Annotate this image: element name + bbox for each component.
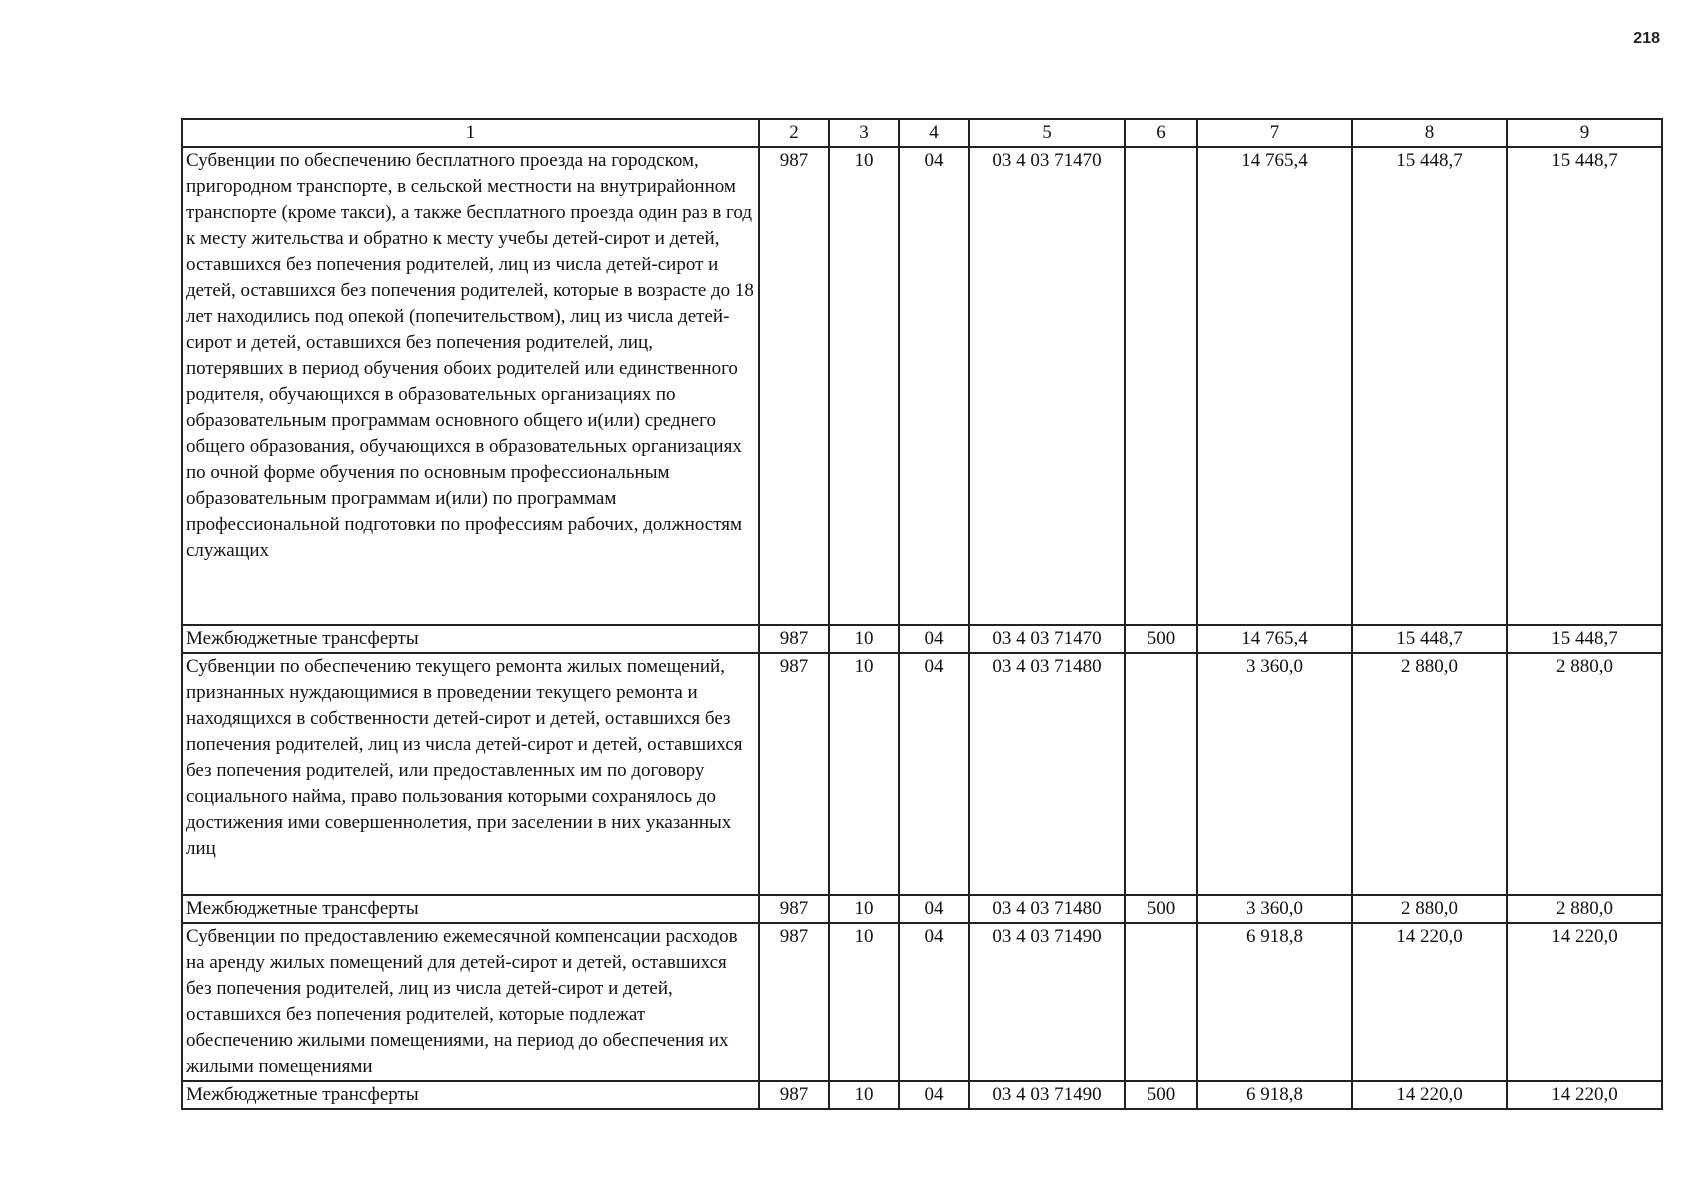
header-col-7: 7 <box>1197 119 1352 147</box>
row-subsection-code: 04 <box>899 923 969 1081</box>
row-amount-col8: 14 220,0 <box>1352 1081 1507 1109</box>
header-col-1: 1 <box>182 119 759 147</box>
row-description: Межбюджетные трансферты <box>182 895 759 923</box>
header-col-4: 4 <box>899 119 969 147</box>
header-col-2: 2 <box>759 119 829 147</box>
table-row <box>182 653 1662 895</box>
row-amount-col9: 15 448,7 <box>1507 625 1662 653</box>
table-row <box>182 895 1662 923</box>
column-number-header-row <box>182 119 1662 147</box>
row-target-article: 03 4 03 71470 <box>969 147 1125 625</box>
header-col-5: 5 <box>969 119 1125 147</box>
row-target-article: 03 4 03 71480 <box>969 653 1125 895</box>
row-expense-type <box>1125 147 1197 625</box>
row-expense-type: 500 <box>1125 625 1197 653</box>
row-expense-type <box>1125 923 1197 1081</box>
table-row <box>182 1081 1662 1109</box>
table-row <box>182 147 1662 625</box>
row-subsection-code: 04 <box>899 147 969 625</box>
header-col-8: 8 <box>1352 119 1507 147</box>
page-number: 218 <box>1633 30 1660 47</box>
row-amount-col8: 15 448,7 <box>1352 147 1507 625</box>
row-expense-type: 500 <box>1125 1081 1197 1109</box>
row-amount-col7: 6 918,8 <box>1197 1081 1352 1109</box>
row-amount-col9: 2 880,0 <box>1507 653 1662 895</box>
row-ministry-code: 987 <box>759 147 829 625</box>
row-section-code: 10 <box>829 923 899 1081</box>
row-target-article: 03 4 03 71480 <box>969 895 1125 923</box>
row-target-article: 03 4 03 71470 <box>969 625 1125 653</box>
row-subsection-code: 04 <box>899 1081 969 1109</box>
row-section-code: 10 <box>829 147 899 625</box>
row-ministry-code: 987 <box>759 625 829 653</box>
table-row <box>182 625 1662 653</box>
row-amount-col9: 14 220,0 <box>1507 923 1662 1081</box>
row-ministry-code: 987 <box>759 1081 829 1109</box>
row-section-code: 10 <box>829 625 899 653</box>
row-description: Межбюджетные трансферты <box>182 1081 759 1109</box>
row-amount-col8: 15 448,7 <box>1352 625 1507 653</box>
budget-table <box>181 118 1663 1110</box>
row-amount-col7: 6 918,8 <box>1197 923 1352 1081</box>
row-subsection-code: 04 <box>899 653 969 895</box>
row-expense-type <box>1125 653 1197 895</box>
row-amount-col8: 2 880,0 <box>1352 895 1507 923</box>
row-ministry-code: 987 <box>759 653 829 895</box>
row-description: Субвенции по обеспечению бесплатного проезда на городском, пригородном транспорте, в сельской местности на внутрирайонном транспорте (кроме такси), а также бесплатного проезда один раз в год к месту жительства и обратно к месту учебы детей-сирот и детей, оставшихся без попечения родителей, лиц из числа детей-сирот и детей, оставшихся без попечения родителей, которые в возрасте до 18 лет находились под опекой (попечительством), лиц из числа детей-сирот и детей, оставшихся без попечения родителей, лиц, потерявших в период обучения обоих родителей или единственного родителя, обучающихся в образовательных организациях по образовательным программам основного общего и(или) среднего общего образования, обучающихся в образовательных организациях по очной форме обучения по основным профессиональным образовательным программам и(или) по программам профессиональной подготовки по профессиям рабочих, должностям служащих <box>182 147 759 625</box>
row-subsection-code: 04 <box>899 895 969 923</box>
row-description: Субвенции по предоставлению ежемесячной компенсации расходов на аренду жилых помещений для детей-сирот и детей, оставшихся без попечения родителей, лиц из числа детей-сирот и детей, оставшихся без попечения родителей, которые подлежат обеспечению жилыми помещениями, на период до обеспечения их жилыми помещениями <box>182 923 759 1081</box>
header-col-9: 9 <box>1507 119 1662 147</box>
header-col-3: 3 <box>829 119 899 147</box>
row-description: Субвенции по обеспечению текущего ремонта жилых помещений, признанных нуждающимися в проведении текущего ремонта и находящихся в собственности детей-сирот и детей, оставшихся без попечения родителей, лиц из числа детей-сирот и детей, оставшихся без попечения родителей, или предоставленных им по договору социального найма, право пользования которыми сохранялось до достижения ими совершеннолетия, при заселении в них указанных лиц <box>182 653 759 895</box>
row-section-code: 10 <box>829 895 899 923</box>
row-amount-col8: 14 220,0 <box>1352 923 1507 1081</box>
row-expense-type: 500 <box>1125 895 1197 923</box>
row-section-code: 10 <box>829 1081 899 1109</box>
row-target-article: 03 4 03 71490 <box>969 1081 1125 1109</box>
row-ministry-code: 987 <box>759 895 829 923</box>
row-section-code: 10 <box>829 653 899 895</box>
row-amount-col7: 3 360,0 <box>1197 895 1352 923</box>
row-amount-col9: 15 448,7 <box>1507 147 1662 625</box>
row-target-article: 03 4 03 71490 <box>969 923 1125 1081</box>
row-subsection-code: 04 <box>899 625 969 653</box>
row-description: Межбюджетные трансферты <box>182 625 759 653</box>
row-amount-col7: 14 765,4 <box>1197 625 1352 653</box>
row-amount-col7: 3 360,0 <box>1197 653 1352 895</box>
table-row <box>182 923 1662 1081</box>
row-amount-col9: 2 880,0 <box>1507 895 1662 923</box>
row-amount-col7: 14 765,4 <box>1197 147 1352 625</box>
row-amount-col8: 2 880,0 <box>1352 653 1507 895</box>
row-ministry-code: 987 <box>759 923 829 1081</box>
row-amount-col9: 14 220,0 <box>1507 1081 1662 1109</box>
header-col-6: 6 <box>1125 119 1197 147</box>
